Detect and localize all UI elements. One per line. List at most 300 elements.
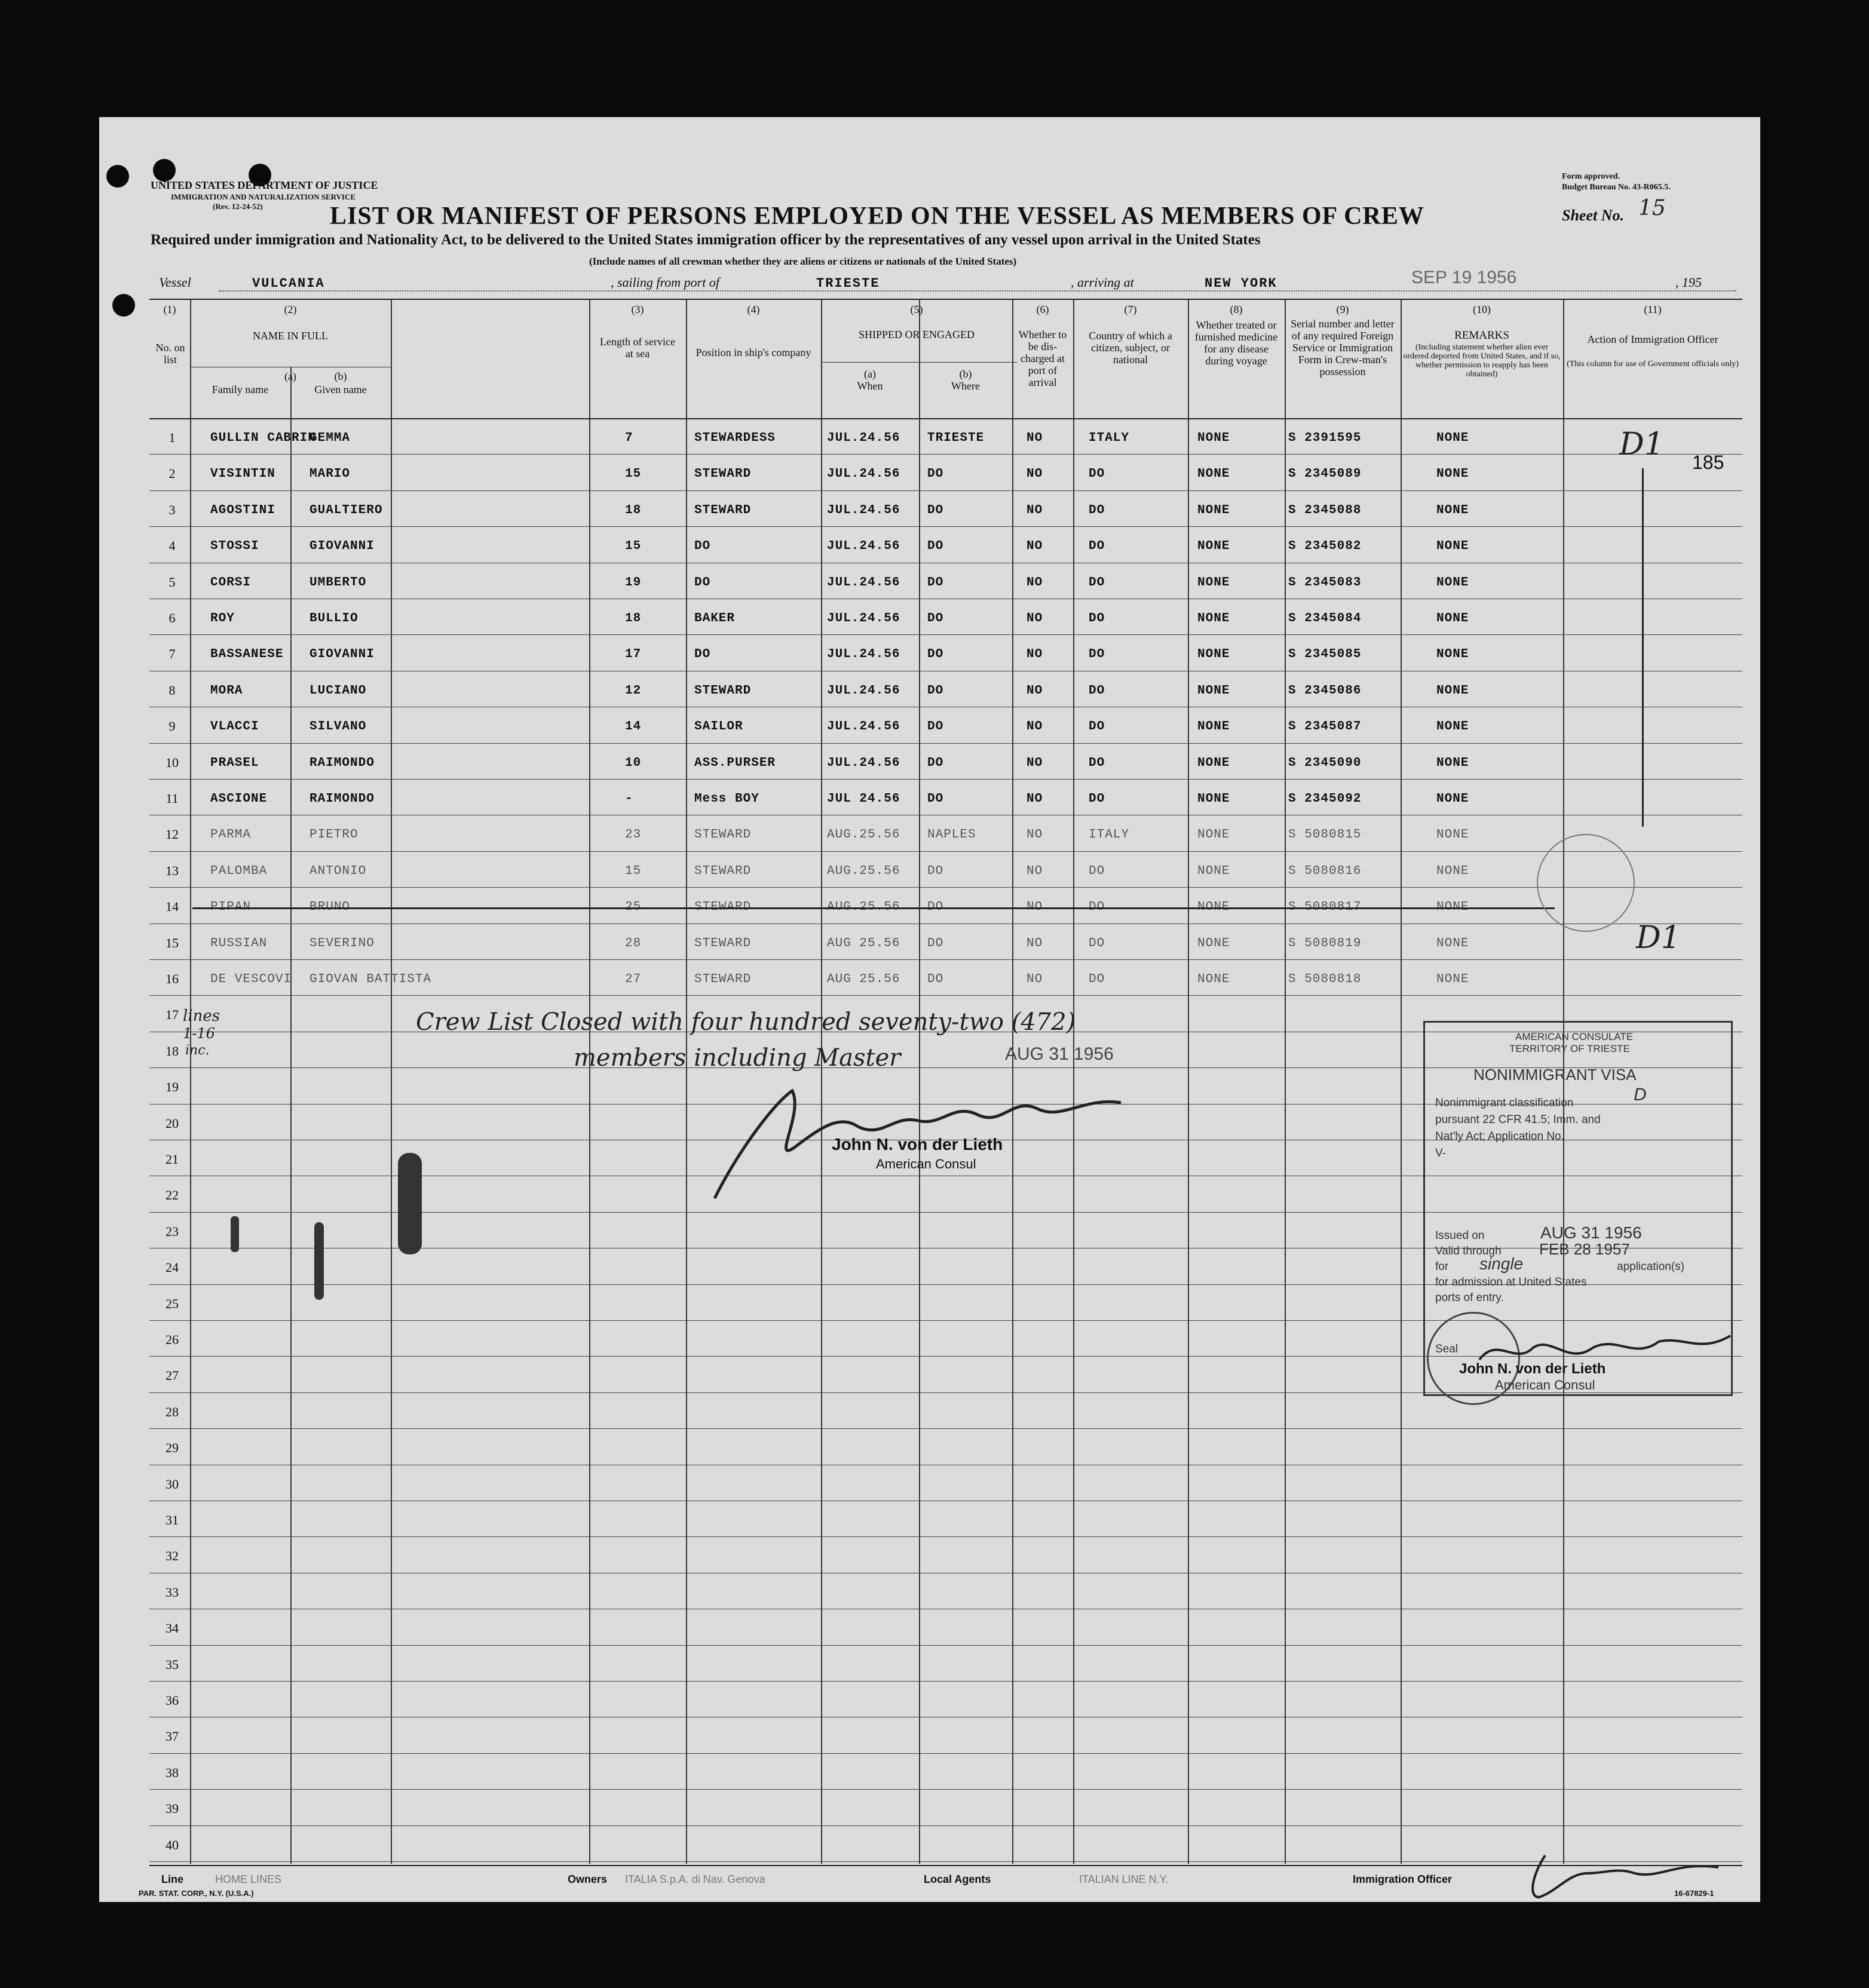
crew-given: PIETRO xyxy=(310,828,359,842)
row-number: 8 xyxy=(168,682,176,698)
crew-family: VLACCI xyxy=(210,720,259,734)
footer-form-number: 16-67829-1 xyxy=(1674,1889,1714,1898)
crew-remarks: NONE xyxy=(1436,972,1469,986)
row-number: 27 xyxy=(166,1368,179,1383)
col-num-11: (11) xyxy=(1644,303,1662,315)
crew-family: AGOSTINI xyxy=(210,503,275,517)
crew-where: DO xyxy=(927,936,944,950)
crew-serial: S 2345083 xyxy=(1288,575,1362,590)
row-rule xyxy=(149,959,1742,960)
col-divider xyxy=(589,299,590,1864)
ink-smudge xyxy=(398,1153,422,1254)
crew-medicine: NONE xyxy=(1197,431,1230,445)
col-num-2: (2) xyxy=(284,303,297,315)
col-header-where-letter: (b) xyxy=(959,368,972,380)
col-header-discharged: Whether to be dis-charged at port of arrival xyxy=(1018,329,1067,388)
crew-when: AUG.25.56 xyxy=(827,828,900,842)
crew-position: STEWARD xyxy=(694,900,752,915)
crew-given: GIOVANNI xyxy=(310,648,375,662)
crew-remarks: NONE xyxy=(1436,612,1469,625)
crew-when: JUL.24.56 xyxy=(827,756,900,770)
crew-length: 23 xyxy=(625,828,642,842)
crew-remarks: NONE xyxy=(1436,683,1469,698)
crew-length: 15 xyxy=(625,467,642,481)
visa-single: single xyxy=(1479,1254,1524,1273)
ink-smudge xyxy=(314,1222,324,1300)
col-header-action-note: (This column for use of Government officials only) xyxy=(1567,360,1739,369)
row-number: 35 xyxy=(166,1656,179,1672)
punch-hole xyxy=(112,294,135,317)
crew-discharged: NO xyxy=(1027,683,1043,698)
crew-length: - xyxy=(625,792,633,806)
crew-family: PALOMBA xyxy=(210,864,268,878)
col-header-medicine: Whether treated or furnished medicine for any disease during voyage xyxy=(1194,319,1278,367)
crew-family: GULLIN CABRIN xyxy=(210,431,316,445)
crew-family: RUSSIAN xyxy=(210,936,268,950)
row-rule xyxy=(149,1753,1742,1754)
row-rule xyxy=(149,454,1742,455)
row-rule xyxy=(149,490,1742,491)
row-rule xyxy=(149,1861,1742,1862)
crew-country: DO xyxy=(1089,720,1105,734)
crew-family: ROY xyxy=(210,612,235,625)
col-header-country: Country of which a citizen, subject, or national xyxy=(1089,330,1172,366)
crew-discharged: NO xyxy=(1027,720,1043,734)
crew-length: 28 xyxy=(625,936,642,950)
crew-family: DE VESCOVI xyxy=(210,972,292,986)
crew-position: DO xyxy=(694,648,711,662)
crew-when: JUL.24.56 xyxy=(827,683,900,698)
crew-country: DO xyxy=(1089,683,1105,698)
crew-where: DO xyxy=(927,467,944,481)
crew-position: DO xyxy=(694,539,711,554)
sheet-number: 15 xyxy=(1638,196,1666,220)
row-number: 14 xyxy=(166,899,179,915)
row-rule xyxy=(149,851,1742,852)
crew-when: JUL.24.56 xyxy=(827,431,900,445)
crew-remarks: NONE xyxy=(1436,756,1469,770)
crew-count-annotation: 185 xyxy=(1692,452,1724,473)
row-number: 5 xyxy=(168,574,176,590)
row-rule xyxy=(149,1645,1742,1646)
crew-given: LUCIANO xyxy=(310,683,367,698)
crew-serial: S 2345087 xyxy=(1288,720,1362,734)
form-approved: Form approved. xyxy=(1562,172,1620,181)
crew-discharged: NO xyxy=(1027,756,1043,770)
col-num-9: (9) xyxy=(1336,303,1349,315)
crew-where: TRIESTE xyxy=(927,431,985,445)
crew-given: GIOVAN BATTISTA xyxy=(310,972,432,986)
crew-position: STEWARD xyxy=(694,936,752,950)
col-num-1: (1) xyxy=(163,303,176,315)
visa-territory: TERRITORY OF TRIESTE xyxy=(1509,1043,1630,1054)
crew-length: 14 xyxy=(625,720,642,734)
row-number: 10 xyxy=(166,754,179,770)
margin-note-inc: inc. xyxy=(185,1043,210,1058)
footer-line-label: Line xyxy=(161,1873,184,1885)
visa-consul-name: John N. von der Lieth xyxy=(1459,1361,1606,1377)
col-header-given-letter: (b) xyxy=(334,370,347,382)
crew-country: DO xyxy=(1089,900,1105,915)
footer-owners-value: ITALIA S.p.A. di Nav. Genova xyxy=(625,1873,765,1885)
crew-discharged: NO xyxy=(1027,792,1043,806)
row-number: 3 xyxy=(168,502,176,517)
crew-country: DO xyxy=(1089,612,1105,625)
crew-where: DO xyxy=(927,720,944,734)
crew-serial: S 2345086 xyxy=(1288,683,1362,698)
crew-discharged: NO xyxy=(1027,467,1043,481)
ink-smudge xyxy=(231,1216,239,1252)
crew-given: GUALTIERO xyxy=(310,503,383,517)
crew-country: DO xyxy=(1089,792,1105,806)
footer-agents-label: Local Agents xyxy=(924,1873,991,1885)
port-of-sailing: TRIESTE xyxy=(816,276,880,291)
footer-printer: PAR. STAT. CORP., N.Y. (U.S.A.) xyxy=(139,1889,254,1898)
col-divider xyxy=(190,299,191,1864)
col-divider xyxy=(391,299,392,1864)
col-header-given: Given name xyxy=(314,384,367,395)
crew-remarks: NONE xyxy=(1436,539,1469,554)
crew-position: STEWARD xyxy=(694,503,752,517)
crew-length: 25 xyxy=(625,900,642,915)
crew-when: AUG.25.56 xyxy=(827,900,900,915)
vessel-line-rule xyxy=(219,290,1736,292)
row-number: 29 xyxy=(166,1440,179,1456)
row-number: 20 xyxy=(166,1115,179,1131)
crew-family: PIPAN xyxy=(210,900,252,915)
row-rule xyxy=(149,1536,1742,1537)
visa-v-line: V- xyxy=(1435,1147,1446,1159)
crew-country: DO xyxy=(1089,756,1105,770)
crew-country: DO xyxy=(1089,575,1105,590)
row-rule xyxy=(149,743,1742,744)
crew-country: DO xyxy=(1089,467,1105,481)
crew-length: 27 xyxy=(625,972,642,986)
crew-medicine: NONE xyxy=(1197,864,1230,878)
crew-serial: S 5080819 xyxy=(1288,936,1362,950)
crew-medicine: NONE xyxy=(1197,648,1230,662)
dept-line: UNITED STATES DEPARTMENT OF JUSTICE xyxy=(151,179,378,191)
crew-position: STEWARD xyxy=(694,828,752,842)
crew-position: BAKER xyxy=(694,612,736,625)
crew-when: AUG 25.56 xyxy=(827,936,900,950)
form-revision: (Rev. 12-24-52) xyxy=(213,202,263,211)
crew-position: Mess BOY xyxy=(694,792,759,806)
row-number: 13 xyxy=(166,863,179,878)
visa-issued-label: Issued on xyxy=(1435,1229,1485,1242)
row-number: 23 xyxy=(166,1223,179,1239)
crew-medicine: NONE xyxy=(1197,936,1230,950)
crew-country: DO xyxy=(1089,972,1105,986)
visa-valid-date: FEB 28 1957 xyxy=(1539,1240,1630,1258)
crew-where: DO xyxy=(927,503,944,517)
crew-when: AUG 25.56 xyxy=(827,972,900,986)
crew-when: JUL.24.56 xyxy=(827,539,900,554)
row-number: 39 xyxy=(166,1801,179,1817)
row-number: 7 xyxy=(168,646,176,662)
crew-remarks: NONE xyxy=(1436,503,1469,517)
crew-family: PRASEL xyxy=(210,756,259,770)
crew-discharged: NO xyxy=(1027,431,1043,445)
crew-medicine: NONE xyxy=(1197,539,1230,554)
crew-discharged: NO xyxy=(1027,972,1043,986)
row-number: 18 xyxy=(166,1043,179,1059)
crew-discharged: NO xyxy=(1027,828,1043,842)
visa-ports-line: ports of entry. xyxy=(1435,1291,1504,1304)
action-d1-bottom: D1 xyxy=(1636,920,1681,956)
crew-length: 10 xyxy=(625,756,642,770)
col-divider xyxy=(1285,299,1286,1864)
crew-when: JUL.24.56 xyxy=(827,648,900,662)
punch-hole xyxy=(106,165,129,188)
col-header-no: No. on list xyxy=(155,342,185,366)
crew-where: NAPLES xyxy=(927,828,976,842)
crew-family: VISINTIN xyxy=(210,467,275,481)
row-rule xyxy=(149,526,1742,527)
col-num-6: (6) xyxy=(1036,303,1049,315)
crew-when: JUL.24.56 xyxy=(827,612,900,625)
crew-serial: S 5080818 xyxy=(1288,972,1362,986)
footer-owners-label: Owners xyxy=(568,1873,608,1885)
row-number: 12 xyxy=(166,827,179,842)
crew-serial: S 5080817 xyxy=(1288,900,1362,915)
crew-serial: S 2345088 xyxy=(1288,503,1362,517)
crew-medicine: NONE xyxy=(1197,900,1230,915)
crew-serial: S 2391595 xyxy=(1288,431,1362,445)
crew-position: ASS.PURSER xyxy=(694,756,776,770)
visa-pursuant-line: pursuant 22 CFR 41.5; Imm. and xyxy=(1435,1113,1601,1126)
row-number: 9 xyxy=(168,719,176,734)
crew-length: 15 xyxy=(625,539,642,554)
crew-remarks: NONE xyxy=(1436,575,1469,590)
crew-country: DO xyxy=(1089,864,1105,878)
crew-where: DO xyxy=(927,648,944,662)
consul-name: John N. von der Lieth xyxy=(832,1135,1003,1153)
crew-where: DO xyxy=(927,864,944,878)
crew-medicine: NONE xyxy=(1197,972,1230,986)
col-header-family-letter: (a) xyxy=(284,370,296,382)
crew-given: SEVERINO xyxy=(310,936,375,950)
col-header-name: NAME IN FULL xyxy=(253,330,328,342)
service-line: IMMIGRATION AND NATURALIZATION SERVICE xyxy=(171,192,356,201)
row-number: 21 xyxy=(166,1152,179,1167)
col-header-when: When xyxy=(857,380,883,392)
row-rule xyxy=(149,995,1742,996)
crew-medicine: NONE xyxy=(1197,503,1230,517)
crew-length: 17 xyxy=(625,648,642,662)
crew-serial: S 2345090 xyxy=(1288,756,1362,770)
crew-position: STEWARDESS xyxy=(694,431,776,445)
strikethrough-row-14 xyxy=(192,907,1555,909)
crew-remarks: NONE xyxy=(1436,720,1469,734)
crew-remarks: NONE xyxy=(1436,431,1469,445)
footer-line-value: HOME LINES xyxy=(215,1873,282,1885)
crew-medicine: NONE xyxy=(1197,467,1230,481)
crew-given: BRUNO xyxy=(310,900,351,915)
crew-country: DO xyxy=(1089,936,1105,950)
footer-officer-label: Immigration Officer xyxy=(1353,1873,1453,1885)
row-number: 34 xyxy=(166,1621,179,1636)
crew-family: BASSANESE xyxy=(210,648,284,662)
visa-class: D xyxy=(1634,1085,1647,1105)
crew-length: 18 xyxy=(625,612,642,625)
crew-given: MARIO xyxy=(310,467,351,481)
col-num-4: (4) xyxy=(747,303,760,315)
crew-position: SAILOR xyxy=(694,720,743,734)
crew-when: JUL.24.56 xyxy=(827,467,900,481)
row-rule xyxy=(149,779,1742,780)
row-number: 17 xyxy=(166,1007,179,1023)
row-rule xyxy=(149,1428,1742,1429)
col-header-where: Where xyxy=(951,380,980,392)
crew-remarks: NONE xyxy=(1436,648,1469,662)
crew-family: CORSI xyxy=(210,575,252,590)
crew-where: DO xyxy=(927,539,944,554)
crew-given: UMBERTO xyxy=(310,575,367,590)
row-number: 40 xyxy=(166,1837,179,1852)
row-number: 31 xyxy=(166,1513,179,1527)
col-num-3: (3) xyxy=(631,303,644,315)
crew-country: DO xyxy=(1089,503,1105,517)
col-header-shipped: SHIPPED OR ENGAGED xyxy=(858,329,975,340)
row-number: 24 xyxy=(166,1260,179,1275)
row-number: 26 xyxy=(166,1332,179,1347)
crew-where: DO xyxy=(927,972,944,986)
crew-medicine: NONE xyxy=(1197,756,1230,770)
header-bottom-rule xyxy=(149,418,1742,419)
visa-seal-label: Seal xyxy=(1435,1343,1459,1355)
crew-when: JUL 24.56 xyxy=(827,792,900,806)
arrival-date-stamp: SEP 19 1956 xyxy=(1411,268,1517,287)
crew-country: ITALY xyxy=(1089,431,1130,445)
crew-discharged: NO xyxy=(1027,936,1043,950)
col-header-remarks-note: (Including statement whether alien ever ordered deported from United States, and if so, whether permission to reapply has been obtained) xyxy=(1403,343,1561,379)
visa-consul-title: American Consul xyxy=(1495,1378,1595,1392)
visa-application-label: application(s) xyxy=(1617,1260,1684,1273)
crew-medicine: NONE xyxy=(1197,792,1230,806)
visa-admission-line: for admission at United States xyxy=(1435,1276,1587,1288)
crew-serial: S 2345085 xyxy=(1288,648,1362,662)
col-num-7: (7) xyxy=(1124,303,1137,315)
sailing-label: , sailing from port of xyxy=(611,275,719,290)
crew-where: DO xyxy=(927,683,944,698)
crew-when: JUL.24.56 xyxy=(827,720,900,734)
crew-when: AUG.25.56 xyxy=(827,864,900,878)
crew-country: DO xyxy=(1089,539,1105,554)
row-number: 38 xyxy=(166,1765,179,1780)
crew-given: RAIMONDO xyxy=(310,792,375,806)
crew-length: 19 xyxy=(625,575,642,590)
row-rule xyxy=(149,1789,1742,1790)
col-header-action: Action of Immigration Officer xyxy=(1587,333,1718,345)
crew-discharged: NO xyxy=(1027,648,1043,662)
page-title: LIST OR MANIFEST OF PERSONS EMPLOYED ON THE VESSEL AS MEMBERS OF CREW xyxy=(330,203,1424,230)
crew-discharged: NO xyxy=(1027,575,1043,590)
crew-where: DO xyxy=(927,575,944,590)
round-stamp xyxy=(1537,834,1635,932)
action-bracket-line xyxy=(1642,468,1644,827)
vessel-name: VULCANIA xyxy=(252,276,325,291)
action-d1-top: D1 xyxy=(1619,427,1664,462)
sheet-label: Sheet No. xyxy=(1562,207,1624,224)
crew-serial: S 2345092 xyxy=(1288,792,1362,806)
crew-length: 15 xyxy=(625,864,642,878)
row-number: 28 xyxy=(166,1404,179,1419)
crew-position: STEWARD xyxy=(694,972,752,986)
crew-length: 12 xyxy=(625,683,642,698)
crew-when: JUL.24.56 xyxy=(827,503,900,517)
crew-country: DO xyxy=(1089,648,1105,662)
crew-remarks: NONE xyxy=(1436,828,1469,842)
crew-family: PARMA xyxy=(210,828,252,842)
members-including-master: members including Master xyxy=(574,1044,901,1072)
crew-serial: S 2345082 xyxy=(1288,539,1362,554)
manifest-sheet xyxy=(99,117,1760,1902)
row-number: 37 xyxy=(166,1729,179,1744)
col-header-remarks: REMARKS xyxy=(1454,329,1509,342)
row-number: 6 xyxy=(168,610,176,625)
row-number: 1 xyxy=(168,430,176,445)
col-num-8: (8) xyxy=(1230,303,1243,315)
row-rule xyxy=(149,634,1742,635)
col-header-length: Length of service at sea xyxy=(600,336,675,360)
row-number: 4 xyxy=(168,538,176,554)
crew-position: STEWARD xyxy=(694,864,752,878)
visa-nonimm-line: Nonimmigrant classification xyxy=(1435,1097,1574,1109)
crew-given: RAIMONDO xyxy=(310,756,375,770)
punch-hole xyxy=(153,159,176,182)
col-divider xyxy=(290,367,292,1864)
crew-serial: S 5080816 xyxy=(1288,864,1362,878)
crew-medicine: NONE xyxy=(1197,828,1230,842)
crew-where: DO xyxy=(927,612,944,625)
crew-where: DO xyxy=(927,900,944,915)
crew-position: DO xyxy=(694,575,711,590)
arriving-port: NEW YORK xyxy=(1205,276,1277,291)
col-num-10: (10) xyxy=(1473,303,1491,315)
row-number: 30 xyxy=(166,1476,179,1492)
crew-when: JUL.24.56 xyxy=(827,575,900,590)
row-number: 25 xyxy=(166,1296,179,1311)
col-header-position: Position in ship's company xyxy=(695,346,811,358)
crew-medicine: NONE xyxy=(1197,683,1230,698)
row-number: 22 xyxy=(166,1188,179,1203)
footer-agents-value: ITALIAN LINE N.Y. xyxy=(1079,1873,1169,1885)
row-number: 2 xyxy=(168,466,176,481)
crew-where: DO xyxy=(927,792,944,806)
crew-discharged: NO xyxy=(1027,864,1043,878)
crew-remarks: NONE xyxy=(1436,792,1469,806)
visa-nat-line: Nat'ly Act; Application No. xyxy=(1435,1130,1564,1143)
crew-remarks: NONE xyxy=(1436,900,1469,915)
crew-family: ASCIONE xyxy=(210,792,268,806)
margin-note-range: 1-16 xyxy=(183,1025,215,1042)
col-header-serial: Serial number and letter of any required Foreign Service or Immigration Form in Crew-man's possession xyxy=(1291,318,1395,378)
col-divider xyxy=(686,299,687,1864)
consul-title: American Consul xyxy=(876,1156,976,1171)
crew-serial: S 5080815 xyxy=(1288,828,1362,842)
crew-family: STOSSI xyxy=(210,539,259,554)
crew-remarks: NONE xyxy=(1436,936,1469,950)
include-note: (Include names of all crewman whether they are aliens or citizens or nationals of the United States) xyxy=(589,256,1017,267)
row-number: 15 xyxy=(166,935,179,950)
crew-given: GIOVANNI xyxy=(310,539,375,554)
row-number: 36 xyxy=(166,1693,179,1708)
crew-remarks: NONE xyxy=(1436,467,1469,481)
row-number: 11 xyxy=(166,791,179,806)
col-header-when-letter: (a) xyxy=(864,368,876,380)
page-subtitle: Required under immigration and Nationality Act, to be delivered to the United States immigration officer by the representatives of any vessel upon arrival in the United States xyxy=(151,232,1261,248)
